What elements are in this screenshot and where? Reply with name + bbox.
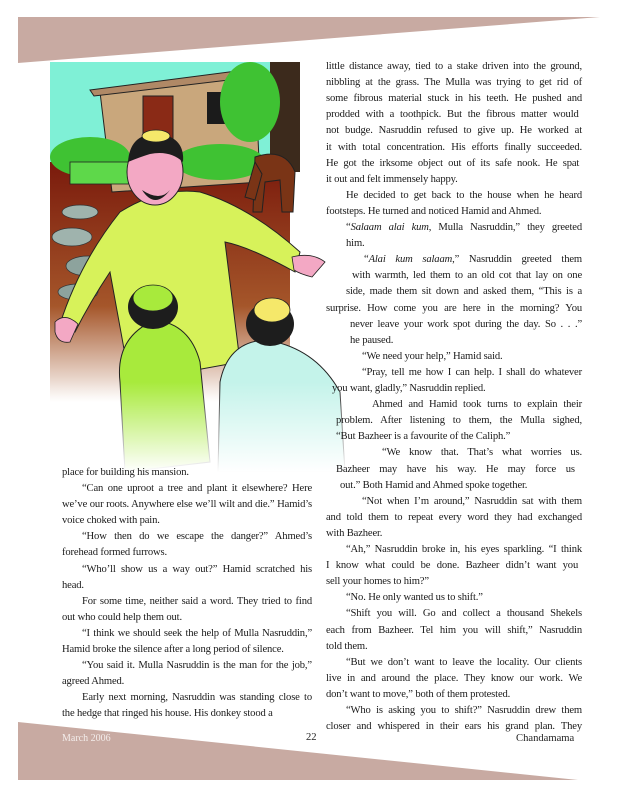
text-run: “We know that. That’s what worries us. bbox=[382, 447, 582, 459]
text-run: problem. After listening to them, the Mulla sighed, bbox=[336, 415, 582, 427]
text-run: it out and felt immensely happy. bbox=[326, 173, 458, 185]
text-run: with warmth, led them to an old cot that lay on one bbox=[352, 270, 582, 282]
italic-phrase: Alai kum salaam bbox=[368, 254, 453, 266]
text-run: “Pray, tell me how I can help. I shall do whatever bbox=[362, 366, 582, 378]
text-run: don’t want to move,” both of them protested. bbox=[326, 688, 511, 700]
text-run: you want, gladly,” Nasruddin replied. bbox=[332, 383, 486, 394]
text-run: “Ah,” Nasruddin broke in, his eyes sparkling. “I think bbox=[346, 544, 582, 555]
text-run: it with total concentration. His efforts finally succeeded. bbox=[326, 141, 582, 153]
text-run: him. bbox=[346, 238, 365, 250]
left-paragraph: “You said it. Mulla Nasruddin is the man for the job,” agreed Ahmed. bbox=[62, 660, 312, 688]
left-paragraph: “Can one uproot a tree and plant it elsewhere? Here we’ve our roots. Anywhere else we’ll wilt and die.” Hamid’s voice choked with pain. bbox=[62, 483, 312, 527]
magazine-name: Chandamama bbox=[516, 733, 575, 744]
text-run: Ahmed and Hamid took turns to explain their bbox=[372, 399, 582, 411]
text-run: Bazheer may have his way. He may force us bbox=[336, 463, 575, 475]
text-run: with Bazheer. bbox=[326, 527, 383, 539]
text-run: he paused. bbox=[350, 334, 394, 346]
left-paragraph: Early next morning, Nasruddin was standing close to the hedge that ringed his house. His donkey stood a bbox=[62, 692, 312, 720]
text-run: surprise. How come you are here in the morning? You bbox=[326, 302, 582, 314]
text-run: footsteps. He turned and noticed Hamid and Ahmed. bbox=[326, 205, 542, 217]
text-run: I know what could be done. Bazheer didn’t want you bbox=[326, 560, 579, 572]
text-run: side, made them sit down and asked them, “This is a bbox=[346, 286, 582, 298]
left-paragraph: “How then do we escape the danger?” Ahmed’s forehead formed furrows. bbox=[62, 531, 312, 559]
text-run: prodded with a toothpick. But the fibrous matter would bbox=[326, 109, 579, 121]
text-run: each from Bazheer. Tel him you will shift,” Nasruddin bbox=[326, 624, 582, 636]
page-number: 22 bbox=[306, 732, 317, 743]
text-run: He got the irksome object out of its safe nook. He spat bbox=[326, 157, 580, 169]
left-paragraph: For some time, neither said a word. They tried to find out who could help them out. bbox=[62, 595, 312, 623]
text-run: little distance away, tied to a stake driven into the ground, bbox=[326, 61, 582, 72]
text-run: never leave your work spot during the day. So . . .” bbox=[350, 318, 582, 330]
bottom-band-shape bbox=[18, 722, 578, 780]
text-run: , Mulla Nasruddin,” they greeted bbox=[428, 222, 582, 233]
italic-phrase: Salaam alai kum bbox=[350, 222, 429, 233]
text-run: He decided to get back to the house when he heard bbox=[346, 189, 582, 201]
text-run: “ bbox=[364, 254, 369, 266]
text-run: “ bbox=[346, 222, 351, 233]
text-run: “But Bazheer is a favourite of the Caliph.” bbox=[336, 431, 511, 443]
text-run: “But we don’t want to leave the locality. Our clients bbox=[346, 656, 582, 668]
text-run: out.” Both Hamid and Ahmed spoke together. bbox=[340, 479, 528, 491]
left-paragraph: “Who’ll show us a way out?” Hamid scratched his head. bbox=[62, 563, 312, 591]
text-run: ,” Nasruddin greeted them bbox=[452, 254, 582, 266]
text-run: sell your homes to him?” bbox=[326, 576, 429, 588]
text-run: closer and whispered in their ears his grand plan. They bbox=[326, 721, 582, 733]
text-run: told them. bbox=[326, 640, 368, 652]
text-run: “No. He only wanted us to shift.” bbox=[346, 592, 483, 604]
text-run: live in and around the place. They know our work. We bbox=[326, 672, 582, 684]
text-run: “Not when I’m around,” Nasruddin sat with them bbox=[362, 495, 582, 507]
left-paragraph: “I think we should seek the help of Mulla Nasruddin,” Hamid broke the silence after a long period of silence. bbox=[62, 627, 312, 656]
text-run: not budge. Nasruddin refused to give up. He worked at bbox=[326, 125, 582, 137]
text-run: “Shift you will. Go and collect a thousand Shekels bbox=[346, 608, 582, 620]
text-run: “We need your help,” Hamid said. bbox=[362, 350, 503, 362]
text-run: nibbling at the grass. The Mulla was trying to get rid of bbox=[326, 77, 582, 89]
text-run: “Who is asking you to shift?” Nasruddin drew them bbox=[346, 705, 582, 716]
footer-date: March 2006 bbox=[62, 733, 111, 744]
text-run: some fibrous material stuck in his teeth. He pushed and bbox=[326, 93, 582, 105]
text-run: and told them to repeat every word they had exchanged bbox=[326, 511, 582, 523]
left-paragraph: place for building his mansion. bbox=[62, 467, 189, 478]
